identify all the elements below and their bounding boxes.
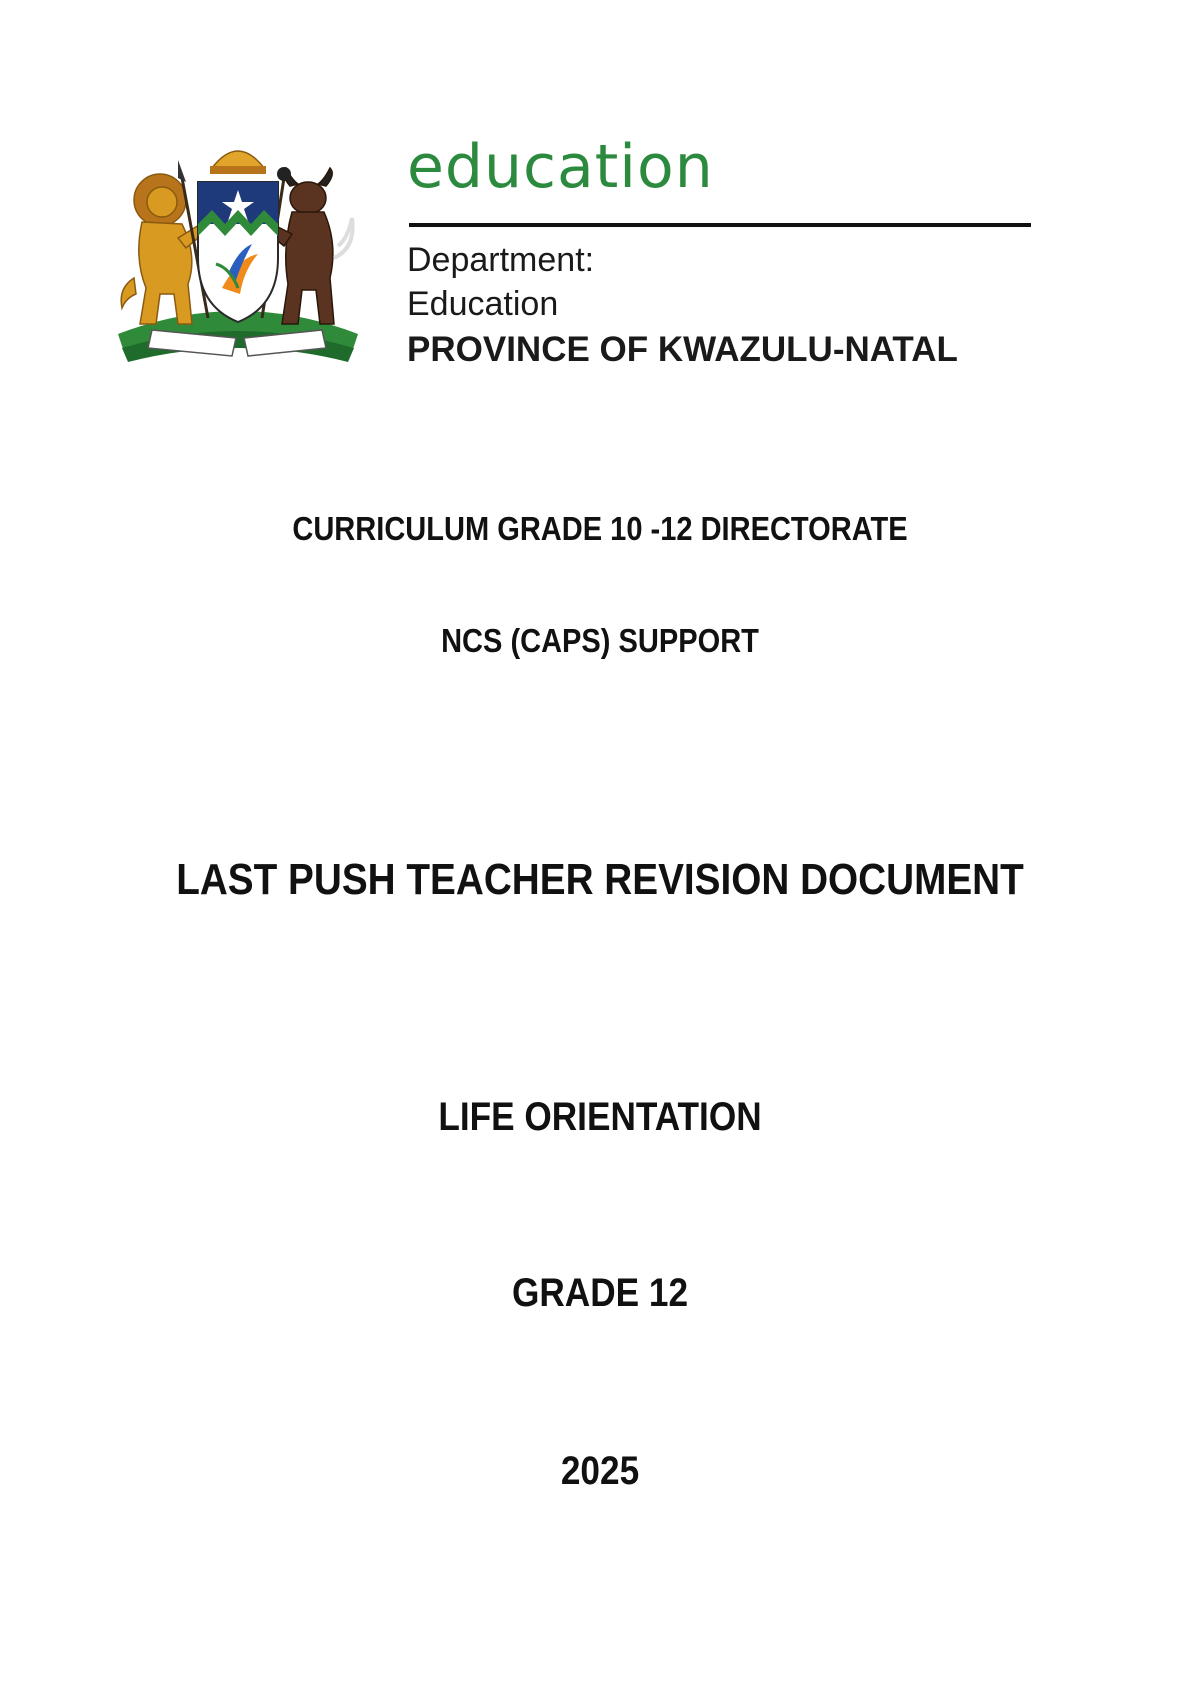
- department-label: Department:: [407, 241, 595, 279]
- header: [112, 132, 1112, 378]
- document-title: LAST PUSH TEACHER REVISION DOCUMENT: [176, 855, 1024, 904]
- subject-heading: LIFE ORIENTATION: [438, 1095, 762, 1139]
- department-name: Education: [407, 285, 559, 323]
- year-heading: 2025: [560, 1449, 640, 1493]
- education-wordmark: education: [407, 132, 714, 202]
- province-name: PROVINCE OF KWAZULU-NATAL: [407, 330, 958, 369]
- grade-heading: GRADE 12: [511, 1271, 689, 1315]
- support-heading: NCS (CAPS) SUPPORT: [441, 622, 759, 659]
- directorate-heading: CURRICULUM GRADE 10 -12 DIRECTORATE: [292, 510, 908, 547]
- coat-of-arms-icon: [112, 138, 364, 370]
- brand-divider: [409, 223, 1031, 227]
